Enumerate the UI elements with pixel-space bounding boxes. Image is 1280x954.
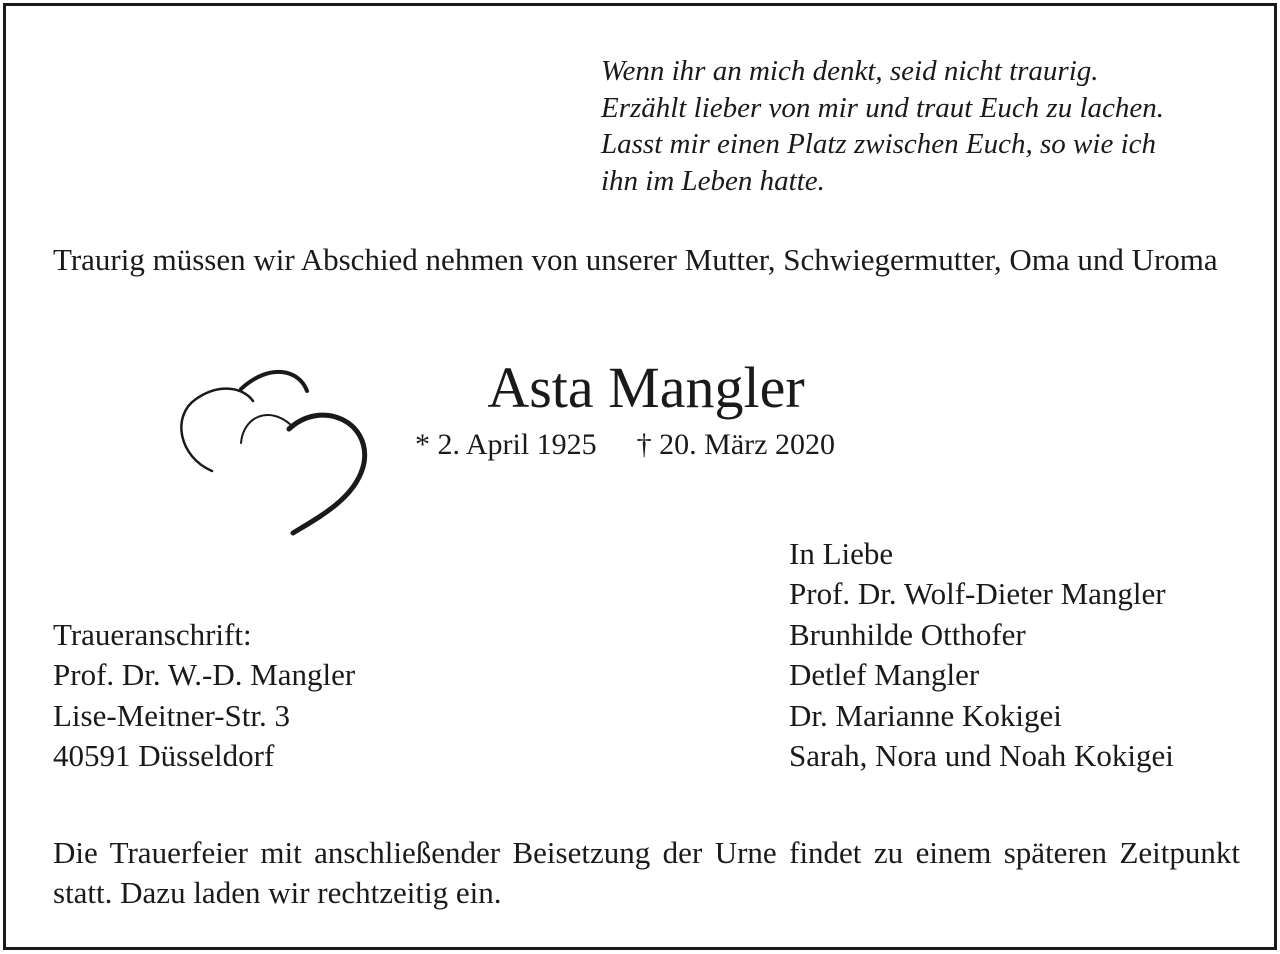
family-line: Detlef Mangler: [789, 657, 980, 693]
death-date: † 20. März 2020: [636, 428, 835, 461]
family-list: [789, 534, 1174, 776]
two-hearts-icon: [171, 361, 381, 541]
mourning-address: [53, 615, 355, 777]
poem-line: Wenn ihr an mich denkt, seid nicht traurig.: [601, 55, 1099, 87]
family-line: Sarah, Nora und Noah Kokigei: [789, 738, 1174, 774]
family-line: Dr. Marianne Kokigei: [789, 697, 1062, 733]
family-line: Prof. Dr. Wolf-Dieter Mangler: [789, 576, 1166, 612]
obituary-notice: [3, 3, 1277, 950]
address-line: Traueranschrift:: [53, 617, 252, 652]
life-dates: [415, 426, 835, 464]
address-line: Lise-Meitner-Str. 3: [53, 697, 290, 733]
birth-date: * 2. April 1925: [415, 428, 597, 461]
family-line: Brunhilde Otthofer: [789, 616, 1026, 652]
family-line: In Liebe: [789, 536, 894, 571]
poem: [601, 53, 1251, 199]
poem-line: Erzählt lieber von mir und traut Euch zu lachen.: [601, 91, 1165, 124]
funeral-note: Die Trauerfeier mit anschließender Beisetzung der Urne findet zu einem späteren Zeitpunkt statt. Dazu laden wir rechtzeitig ein.: [53, 835, 1240, 910]
address-line: 40591 Düsseldorf: [53, 738, 275, 774]
poem-line: Lasst mir einen Platz zwischen Euch, so wie ich: [601, 128, 1156, 160]
deceased-name: Asta Mangler: [487, 355, 805, 420]
poem-line: ihn im Leben hatte.: [601, 164, 825, 197]
address-line: Prof. Dr. W.-D. Mangler: [53, 657, 356, 693]
intro-text: Traurig müssen wir Abschied nehmen von unserer Mutter, Schwiegermutter, Oma und Uroma: [53, 242, 1218, 277]
